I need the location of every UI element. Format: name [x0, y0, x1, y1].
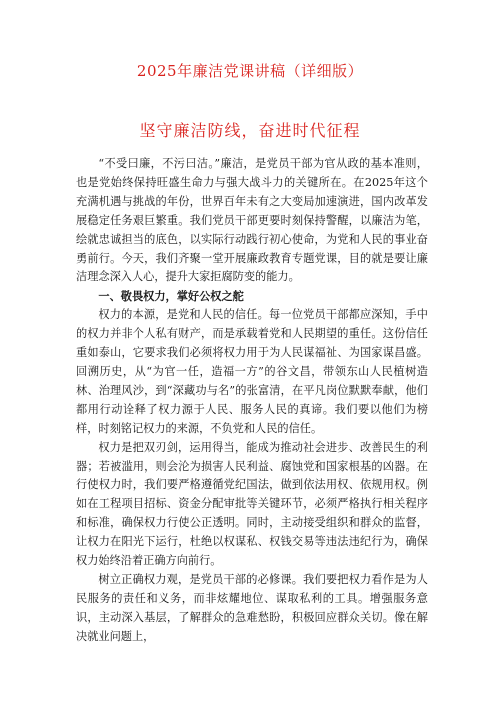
document-body — [76, 155, 428, 647]
body-paragraph: 权力的本源，是党和人民的信任。每一位党员干部都应深知，手中的权力并非个人私有财产，而是承载着党和人民期望的重任。这份信任重如泰山，它要求我们必须将权力用于为人民谋福祉、为国家谋昌盛。回溯历史，从“为官一任，造福一方”的谷文昌，带领东山人民植树造林、治理风沙，到“深藏功与名”的张富清，在平凡岗位默默奉献，他们都用行动诠释了权力源于人民、服务人民的真谛。我们要以他们为榜样，时刻铭记权力的来源，不负党和人民的信任。 — [76, 308, 428, 435]
document-title: 2025年廉洁党课讲稿（详细版） — [136, 62, 364, 80]
document-subtitle: 坚守廉洁防线，奋进时代征程 — [139, 121, 361, 140]
intro-paragraph: “不受曰廉，不污曰洁。”廉洁，是党员干部为官从政的基本准则，也是党始终保持旺盛生命力与强大战斗力的关键所在。在2025年这个充满机遇与挑战的年份，世界百年未有之大变局加速演进，国内改革发展稳定任务艰巨繁重。我们党员干部更要时刻保持警醒，以廉洁为笔，绘就忠诚担当的底色，以实际行动践行初心使命，为党和人民的事业奋勇前行。今天，我们齐聚一堂开展廉政教育专题党课，目的就是要让廉洁理念深入人心，提升大家拒腐防变的能力。 — [76, 157, 428, 284]
section-heading: 一、敬畏权力，掌好公权之舵 — [98, 289, 244, 304]
body-paragraph: 树立正确权力观，是党员干部的必修课。我们要把权力看作是为人民服务的责任和义务，而非炫耀地位、谋取私利的工具。增强服务意识，主动深入基层，了解群众的急难愁盼，积极回应群众关切。像在解决就业问题上， — [76, 572, 428, 643]
body-paragraph: 权力是把双刃剑，运用得当，能成为推动社会进步、改善民生的利器；若被滥用，则会沦为损害人民利益、腐蚀党和国家根基的凶器。在行使权力时，我们要严格遵循党纪国法，做到依法用权、依规用权。例如在工程项目招标、资金分配审批等关键环节，必须严格执行相关程序和标准，确保权力行使公正透明。同时，主动接受组织和群众的监督，让权力在阳光下运行，杜绝以权谋私、权钱交易等违法违纪行为，确保权力始终沿着正确方向前行。 — [76, 440, 428, 568]
